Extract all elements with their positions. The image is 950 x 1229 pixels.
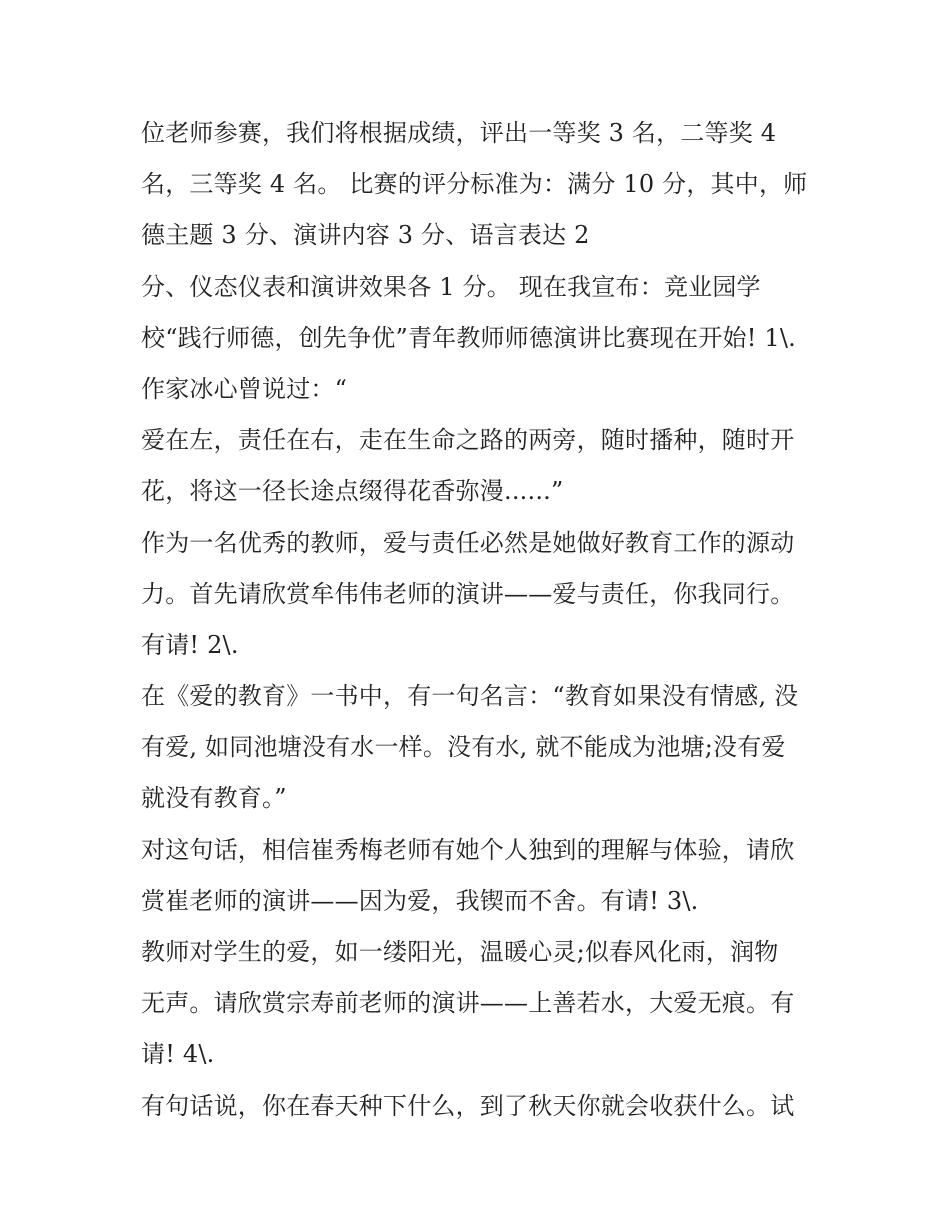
text-line: 分、仪态仪表和演讲效果各 1 分。 现在我宣布：竞业园学	[141, 272, 761, 301]
text-line: 校“践行师德，创先争优”青年教师师德演讲比赛现在开始! 1\.	[141, 323, 796, 352]
text-line: 请! 4\.	[141, 1040, 215, 1069]
text-line: 花，将这一径长途点缀得花香弥漫......”	[141, 477, 564, 506]
text-line: 爱在左，责任在右，走在生命之路的两旁，随时播种，随时开	[141, 426, 795, 455]
text-line: 位老师参赛，我们将根据成绩，评出一等奖 3 名，二等奖 4	[141, 119, 777, 147]
text-line: 作家冰心曾说过：“	[141, 374, 348, 403]
text-line: 德主题 3 分、演讲内容 3 分、语言表达 2	[141, 221, 590, 250]
document-page	[141, 108, 821, 1132]
text-line: 无声。请欣赏宗寿前老师的演讲——上善若水，大爱无痕。有	[141, 989, 795, 1018]
text-line: 在《爱的教育》一书中，有一句名言：“教育如果没有情感, 没	[141, 682, 799, 711]
text-line: 力。首先请欣赏牟伟伟老师的演讲——爱与责任，你我同行。	[141, 579, 795, 608]
text-line: 有爱, 如同池塘没有水一样。没有水, 就不能成为池塘;没有爱	[141, 733, 786, 762]
text-line: 就没有教育。”	[141, 784, 287, 813]
text-line: 教师对学生的爱，如一缕阳光，温暖心灵;似春风化雨，润物	[141, 938, 779, 966]
text-line: 有请! 2\.	[141, 630, 239, 659]
text-line: 作为一名优秀的教师，爱与责任必然是她做好教育工作的源动	[141, 528, 795, 557]
text-line: 对这句话，相信崔秀梅老师有她个人独到的理解与体验，请欣	[141, 835, 795, 864]
text-line: 名，三等奖 4 名。 比赛的评分标准为：满分 10 分，其中，师	[141, 170, 808, 199]
text-line: 有句话说，你在春天种下什么，到了秋天你就会收获什么。试	[141, 1091, 795, 1120]
text-line: 赏崔老师的演讲——因为爱，我锲而不舍。有请! 3\.	[141, 886, 699, 915]
